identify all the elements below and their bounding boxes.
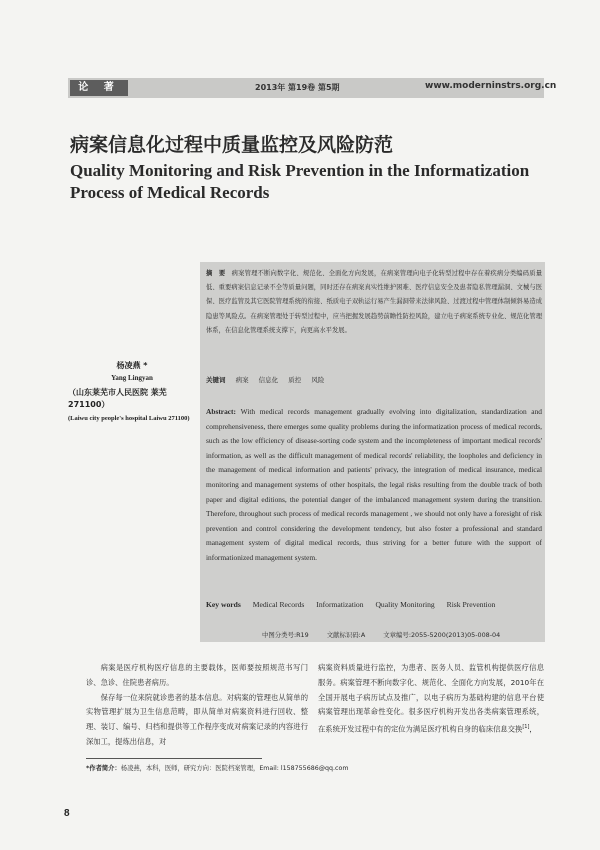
affiliation-chinese: （山东莱芜市人民医院 莱芜 271100） (68, 388, 167, 409)
body-paragraph: 病案是医疗机构医疗信息的主要载体，医师要按照规范书写门诊、急诊、住院患者病历。 (86, 663, 308, 687)
keyword-english: Informatization (316, 600, 364, 609)
article-number: 文章编号:2055-5200(2013)05-008-04 (383, 631, 501, 639)
abstract-chinese-text: 病案管理不断向数字化、规范化、全面化方向发展，在病案管理向电子化转型过程中存在着疾病分类编码质量低、重要病案信息记录不全等质量问题，同时还存在病案真实性维护困难、医疗信息安全及患者隐私管理漏洞、文械与医保、医疗监管及其它医院管理系统的衔接、纸质电子双轨运行易产生漏洞带来法律风险、过渡过程中管理体制倾斜易造成隐患等风险点。在病案管理处于转型过程中，应当把握发展趋势前瞻性防控风险，建立电子病案系统专业化、规范化管理体系，在信息化管理系统支撑下，向更高水平发展。 (206, 270, 542, 334)
footnote-text: 杨凌燕，本科，医师，研究方向：医院档案管理，Email: l158755686@qq.com (120, 765, 349, 772)
keyword-english: Risk Prevention (446, 600, 496, 609)
keyword-chinese: 病案 (235, 376, 249, 384)
citation-ref: [1] (522, 724, 530, 731)
abstract-chinese-label: 摘 要 (206, 270, 228, 277)
author-block (68, 360, 196, 424)
keywords-chinese-label: 关键词 (206, 376, 226, 384)
abstract-english-label: Abstract: (206, 407, 236, 416)
footnote-divider (86, 758, 262, 759)
author-footnote (86, 763, 348, 772)
classification-line (262, 630, 516, 639)
body-text: 病案资料质量进行监控，为患者、医务人员、监管机构提供医疗信息服务。病案管理不断向数字化、规范化、全面化方向发展，2010年在全国开展电子病历试点及推广，以电子病历为基础构建的信息平台使病案管理出现革命性变化。很多医疗机构开发出各类病案管理系统，在系统开发过程中有的定位为满足医疗机构自身的临床信息交换 (318, 663, 544, 734)
issue-info: 2013年 第19卷 第5期 (255, 83, 340, 92)
title-chinese: 病案信息化过程中质量监控及风险防范 (70, 134, 394, 156)
clc-number: 中图分类号:R19 (262, 631, 309, 639)
keywords-chinese (206, 375, 542, 384)
keyword-english: Quality Monitoring (375, 600, 435, 609)
keywords-english (206, 600, 542, 609)
footnote-label: *作者简介： (86, 765, 121, 772)
keyword-chinese: 信息化 (258, 376, 279, 384)
author-name-chinese: 杨凌燕 * (116, 361, 148, 370)
keywords-english-label: Key words (206, 600, 241, 609)
abstract-chinese (206, 267, 542, 338)
body-text-end: ， (529, 724, 537, 734)
affiliation-english: (Laiwu city people's hospital Laiwu 271100) (68, 415, 190, 422)
body-column-left (86, 661, 308, 750)
author-name-english: Yang Lingyan (111, 374, 153, 382)
abstract-english-text: With medical records management gradually evolving into digitalization, standardization and comprehensiveness, there emerges some quality problems during the informatization process of medical records, such as the low efficiency of disease-sorting code system and the incompleteness of important medical records' information, as well as the difficult management of medical records' reliability, the loopholes and deficiency in the management of medical information and patients' privacy, the integration of medical insurance, medical monitoring and management systems of other hospitals, the legal risks resulting from the double track of both paper and digital editions, the potential danger of the imbalanced management system during the transition. Therefore, throughout such process of medical records management , we should not only have a foresight of risk prevention and control considering the development tendency, but also foster a professional and standard management system of digital medical records, thus striving for a better future with the support of informationized management system. (206, 407, 542, 562)
keyword-chinese: 风险 (311, 376, 325, 384)
page-number: 8 (64, 808, 70, 819)
body-paragraph (318, 661, 544, 737)
journal-website: www.moderninstrs.org.cn (425, 81, 557, 91)
keyword-chinese: 质控 (288, 376, 302, 384)
document-code: 文献标识码:A (326, 631, 366, 639)
abstract-english (206, 405, 542, 566)
keyword-english: Medical Records (252, 600, 305, 609)
body-paragraph: 保存每一位来院就诊患者的基本信息。对病案的管理也从简单的实物管理扩展为卫生信息范畴，即从简单对病案资料进行回收、整理、装订、编号、归档和提供等工作程序变成对病案记录的内容进行深加工，提炼出信息，对 (86, 692, 308, 746)
title-english: Quality Monitoring and Risk Prevention in the Informatization Process of Medical Records (70, 161, 530, 202)
body-column-right (318, 661, 544, 737)
section-tag: 论 著 (70, 80, 128, 96)
